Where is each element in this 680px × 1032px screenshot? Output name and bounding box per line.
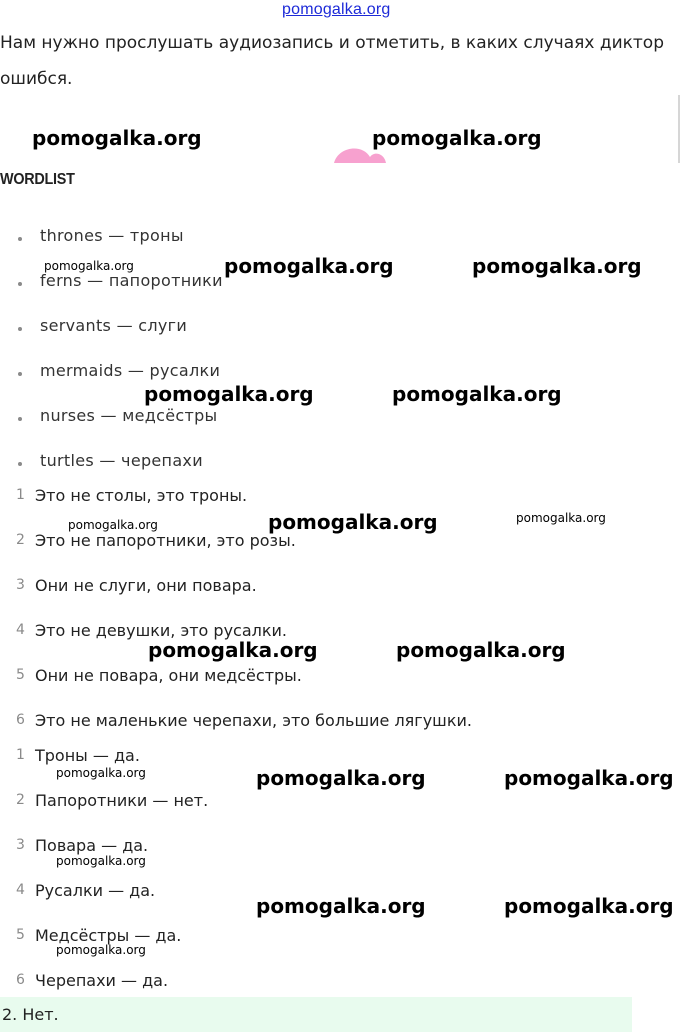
- answer-text: Черепахи — да.: [35, 971, 169, 990]
- watermark: pomogalka.org: [56, 854, 146, 868]
- intro-text-line-2: ошибся.: [0, 69, 73, 89]
- wordlist-heading: WORDLIST: [0, 171, 75, 188]
- wordlist-item: thrones — троны: [40, 226, 184, 245]
- watermark: pomogalka.org: [516, 511, 606, 525]
- answer-number: 6: [16, 972, 25, 988]
- wordlist-item: nurses — медсёстры: [40, 406, 218, 425]
- intro-text-line-1: Нам нужно прослушать аудиозапись и отметить, в каких случаях диктор: [0, 33, 664, 53]
- watermark: pomogalka.org: [32, 126, 202, 150]
- wordlist-item: ferns — папоротники: [40, 271, 223, 290]
- answer-text: Медсёстры — да.: [35, 926, 182, 945]
- sentence-text: Это не девушки, это русалки.: [35, 621, 288, 640]
- sentence-number: 4: [16, 622, 25, 638]
- watermark: pomogalka.org: [68, 518, 158, 532]
- watermark: pomogalka.org: [144, 382, 314, 406]
- wordlist-item: turtles — черепахи: [40, 451, 203, 470]
- watermark: pomogalka.org: [504, 894, 674, 918]
- sentence-number: 3: [16, 577, 25, 593]
- answer-text: Русалки — да.: [35, 881, 156, 900]
- answer-text: Троны — да.: [35, 746, 140, 765]
- watermark: pomogalka.org: [392, 382, 562, 406]
- watermark: pomogalka.org: [56, 943, 146, 957]
- sentence-text: Они не повара, они медсёстры.: [35, 666, 302, 685]
- bullet-icon: [18, 417, 22, 421]
- sentence-text: Это не папоротники, это розы.: [35, 531, 296, 550]
- watermark: pomogalka.org: [256, 894, 426, 918]
- answer-number: 3: [16, 837, 25, 853]
- bullet-icon: [18, 462, 22, 466]
- site-header-link[interactable]: pomogalka.org: [282, 1, 391, 18]
- answer-2-text: 2. Нет.: [2, 1005, 59, 1024]
- answer-number: 2: [16, 792, 25, 808]
- sentence-text: Они не слуги, они повара.: [35, 576, 257, 595]
- wordlist-item: servants — слуги: [40, 316, 188, 335]
- bullet-icon: [18, 327, 22, 331]
- watermark: pomogalka.org: [504, 766, 674, 790]
- sentence-number: 1: [16, 487, 25, 503]
- answer-text: Повара — да.: [35, 836, 149, 855]
- sentence-text: Это не столы, это троны.: [35, 486, 248, 505]
- answer-number: 5: [16, 927, 25, 943]
- answer-number: 4: [16, 882, 25, 898]
- answer-text: Папоротники — нет.: [35, 791, 209, 810]
- watermark: pomogalka.org: [148, 638, 318, 662]
- watermark: pomogalka.org: [224, 254, 394, 278]
- watermark: pomogalka.org: [396, 638, 566, 662]
- watermark: pomogalka.org: [256, 766, 426, 790]
- watermark: pomogalka.org: [44, 259, 134, 273]
- watermark: pomogalka.org: [372, 126, 542, 150]
- sentence-number: 6: [16, 712, 25, 728]
- watermark: pomogalka.org: [472, 254, 642, 278]
- sentence-text: Это не маленькие черепахи, это большие лягушки.: [35, 711, 472, 730]
- watermark: pomogalka.org: [56, 766, 146, 780]
- pink-decoration-icon: [334, 145, 386, 181]
- bullet-icon: [18, 282, 22, 286]
- wordlist-item: mermaids — русалки: [40, 361, 221, 380]
- answer-highlight-box: [0, 997, 632, 1032]
- bullet-icon: [18, 372, 22, 376]
- answer-number: 1: [16, 747, 25, 763]
- bullet-icon: [18, 237, 22, 241]
- sentence-number: 5: [16, 667, 25, 683]
- watermark: pomogalka.org: [268, 510, 438, 534]
- sentence-number: 2: [16, 532, 25, 548]
